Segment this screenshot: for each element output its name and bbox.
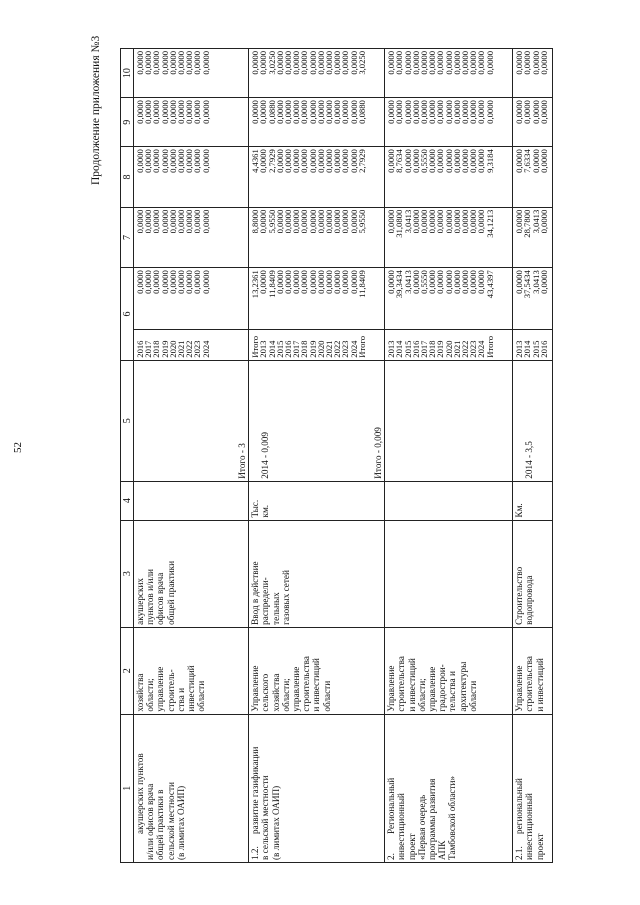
header-cell: 8 xyxy=(121,147,134,208)
indicator xyxy=(385,520,513,627)
measure-text: региональный инвестиционный проект xyxy=(514,778,545,860)
value-total: 13,2361 0,0000 11,8409 0,0000 0,0000 0,0000 0,0000 0,0000 0,0000 0,0000 0,0000 0,0000 0,0000 11,8409 xyxy=(249,268,385,330)
measure-name xyxy=(385,714,513,862)
table-row xyxy=(134,49,249,863)
value-other: 0,0000 0,0000 0,0000 0,0000 0,0000 0,0000 0,0000 0,0000 0,0000 0,0000 0,0000 0,0000 0,0000 xyxy=(385,49,513,98)
value-local: 0,0000 0,0000 0,0000 0,0000 0,0000 0,0000 0,0000 0,0000 0,0000 0,0000 0,0000 0,0000 0,0000 xyxy=(385,98,513,147)
target-value: 2014 - 3,5 xyxy=(513,360,553,481)
years: 2016 2017 2018 2019 2020 2021 2022 2023 2024 xyxy=(134,329,249,360)
value-federal: 0,0000 31,0800 3,0413 0,0000 0,0000 0,0000 0,0000 0,0000 0,0000 0,0000 0,0000 0,0000 34,1213 xyxy=(385,207,513,268)
header-cell: 2 xyxy=(121,627,134,714)
header-row xyxy=(121,49,134,863)
target-value: 2014 - 0,009 Итого - 0,009 xyxy=(249,360,385,481)
header-cell: 10 xyxy=(121,49,134,98)
value-regional: 0,0000 7,6334 0,0000 0,0000 xyxy=(513,147,553,208)
continuation-title: Продолжение приложения №3 xyxy=(90,35,102,185)
value-other: 0,0000 0,0000 3,0250 0,0000 0,0000 0,0000 0,0000 0,0000 0,0000 0,0000 0,0000 0,0000 0,0000 3,0250 xyxy=(249,49,385,98)
executor: Управление строительства и инвестиций xyxy=(513,627,553,714)
value-other: 0,0000 0,0000 0,0000 0,0000 0,0000 0,0000 0,0000 0,0000 0,0000 xyxy=(134,49,249,98)
value-federal: 0,0000 0,0000 0,0000 0,0000 0,0000 0,0000 0,0000 0,0000 0,0000 xyxy=(134,207,249,268)
executor: Управление строительства и инвестиций области; управление градострои- тельства и архитектуры области xyxy=(385,627,513,714)
measure-name xyxy=(249,714,385,862)
page-number: 52 xyxy=(12,442,24,453)
value-local: 0,0000 0,0000 0,0000 0,0000 xyxy=(513,98,553,147)
measure-text: Региональный инвестиционный проект «Первая очередь программы развития АПК Тамбовской области» xyxy=(386,775,458,860)
measure-name xyxy=(134,714,249,862)
value-regional: 4,4361 0,0000 2,7929 0,0000 0,0000 0,0000 0,0000 0,0000 0,0000 0,0000 0,0000 0,0000 0,0000 2,7929 xyxy=(249,147,385,208)
value-federal: 8,8000 0,0000 5,9550 0,0000 0,0000 0,0000 0,0000 0,0000 0,0000 0,0000 0,0000 0,0000 0,0000 5,9550 xyxy=(249,207,385,268)
executor: хозяйства области; управление строитель- ства и инвестиций области xyxy=(134,627,249,714)
header-cell: 5 xyxy=(121,360,134,481)
unit xyxy=(134,481,249,520)
value-total: 0,0000 39,3434 3,0413 0,0000 0,5550 0,0000 0,0000 0,0000 0,0000 0,0000 0,0000 0,0000 43,4397 xyxy=(385,268,513,330)
header-cell: 4 xyxy=(121,481,134,520)
value-federal: 0,0000 28,7800 3,0413 0,0000 xyxy=(513,207,553,268)
measure-name xyxy=(513,714,553,862)
row-number: 1.2. xyxy=(250,846,261,860)
header-cell: 9 xyxy=(121,98,134,147)
indicator: Строительство водопровода xyxy=(513,520,553,627)
header-cell: 3 xyxy=(121,520,134,627)
row-number: 2. xyxy=(386,853,397,860)
years: 2013 2014 2015 2016 2017 2018 2019 2020 2021 2022 2023 2024 Итого xyxy=(385,329,513,360)
table-row xyxy=(513,49,553,863)
value-local: 0,0000 0,0000 0,0000 0,0000 0,0000 0,0000 0,0000 0,0000 0,0000 xyxy=(134,98,249,147)
value-total: 0,0000 37,5434 3,0413 0,0000 xyxy=(513,268,553,330)
unit xyxy=(385,481,513,520)
unit: Км. xyxy=(513,481,553,520)
value-local: 0,0000 0,0000 0,0880 0,0000 0,0000 0,0000 0,0000 0,0000 0,0000 0,0000 0,0000 0,0000 0,0000 0,0880 xyxy=(249,98,385,147)
executor: Управление сельского хозяйства области; управление строительства и инвестиций области xyxy=(249,627,385,714)
unit: Тыс. км. xyxy=(249,481,385,520)
header-cell: 7 xyxy=(121,207,134,268)
value-regional: 0,0000 0,0000 0,0000 0,0000 0,0000 0,0000 0,0000 0,0000 0,0000 xyxy=(134,147,249,208)
measure-text: акушерских пунктов и/или офисов врача общей практики в сельской местности (в лимитах ОАИП) xyxy=(135,753,186,860)
program-table xyxy=(120,48,553,863)
years: 2013 2014 2015 2016 xyxy=(513,329,553,360)
header-cell: 1 xyxy=(121,714,134,862)
measure-text: развитие газификации в сельской местности (в лимитах ОАИП) xyxy=(250,746,281,860)
value-regional: 0,0000 8,7634 0,0000 0,0000 0,5550 0,0000 0,0000 0,0000 0,0000 0,0000 0,0000 0,0000 9,3184 xyxy=(385,147,513,208)
indicator: Ввод в действие распредели- тельных газовых сетей xyxy=(249,520,385,627)
target-value: Итого - 3 xyxy=(134,360,249,481)
row-number: 2.1. xyxy=(514,846,525,860)
years: Итого 2013 2014 2015 2016 2017 2018 2019 2020 2021 2022 2023 2024 Итого xyxy=(249,329,385,360)
value-other: 0,0000 0,0000 0,0000 0,0000 xyxy=(513,49,553,98)
indicator: акушерских пунктов и/или офисов врача общей практики xyxy=(134,520,249,627)
header-cell: 6 xyxy=(121,268,134,360)
value-total: 0,0000 0,0000 0,0000 0,0000 0,0000 0,0000 0,0000 0,0000 0,0000 xyxy=(134,268,249,330)
table-row xyxy=(385,49,513,863)
target-value xyxy=(385,360,513,481)
table-row xyxy=(249,49,385,863)
